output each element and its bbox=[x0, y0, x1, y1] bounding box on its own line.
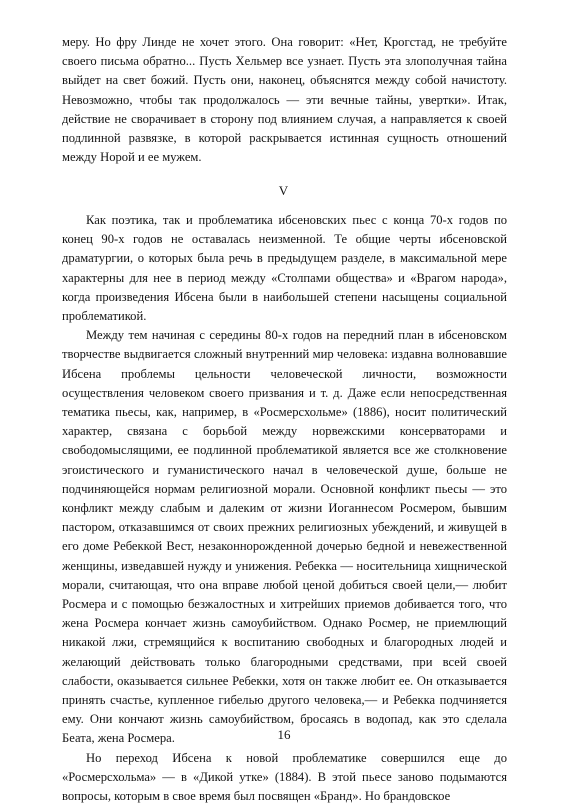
paragraph-2: Между тем начиная с середины 80-х годов на передний план в ибсеновском творчестве выдвигается сложный внутренний мир человека: издавна волновавшие Ибсена проблемы цельности человеческой личности, возможности осуществления человеком своего призвания и т. д. Даже если непосредственная тематика пьесы, как, например, в «Росмерсхольме» (1886), носит политический характер, связана с борьбой между норвежскими консерваторами и свободомыслящими, ее подлинной проблематикой является все же столкновение эгоистического и гуманистического начал в человеческой душе, больше не подчиняющейся нормам религиозной морали. Основной конфликт пьесы — это конфликт между слабым и далеким от жизни Иоганнесом Росмером, бывшим пастором, отказавшимся от своих прежних религиозных убеждений, и живущей в его доме Ребеккой Вест, незаконнорожденной дочерью бедной и невежественной женщины, изведавшей нужду и унижения. Ребекка — носительница хищнической морали, считающая, что она вправе любой ценой добиться своей цели,— любит Росмера и с помощью безжалостных и хитрейших приемов добивается того, что жена Росмера кончает жизнь самоубийством. Однако Росмер, не приемлющий никакой лжи, стремящийся к воспитанию свободных и благородных людей и желающий действовать только благородными средствами, при всей своей слабости, оказывается сильнее Ребекки, хотя он также любит ее. Он отказывается принять счастье, купленное гибелью другого человека,— и Ребекка подчиняется ему. Они кончают жизнь самоубийством, бросаясь в водопад, как это сделала Беата, жена Росмера. bbox=[62, 328, 507, 746]
text-block-top bbox=[62, 33, 507, 167]
text-block-main bbox=[62, 211, 507, 806]
paragraph-continuation: меру. Но фру Линде не хочет этого. Она говорит: «Нет, Крогстад, не требуйте своего письма обратно... Пусть Хельмер все узнает. Пусть эта злополучная тайна выйдет на свет божий. Пусть они, наконец, объяснятся между собой начистоту. Невозможно, чтобы так продолжалось — эти вечные тайны, увертки». Итак, действие не сворачивает в сторону под влиянием случая, а направляется к своей подлинной развязке, в которой раскрывается истинная сущность отношений между Норой и ее мужем. bbox=[62, 35, 507, 165]
page-number: 16 bbox=[277, 727, 291, 742]
paragraph-3: Но переход Ибсена к новой проблематике совершился еще до «Росмерсхольма» — в «Дикой утке» (1884). В этой пьесе заново подымаются вопросы, которым в свое время был посвящен «Бранд». Но брандовское bbox=[62, 750, 507, 804]
paragraph-1: Как поэтика, так и проблематика ибсеновских пьес с конца 70-х годов по конец 90-х годов не оставалась неизменной. Те общие черты ибсеновской драматургии, о которых была речь в предыдущем разделе, в максимальной мере характерны для нее в период между «Столпами общества» и «Врагом народа», когда произведения Ибсена были в наибольшей степени насыщены социальной проблематикой. bbox=[62, 213, 507, 324]
section-heading: V bbox=[278, 183, 290, 198]
